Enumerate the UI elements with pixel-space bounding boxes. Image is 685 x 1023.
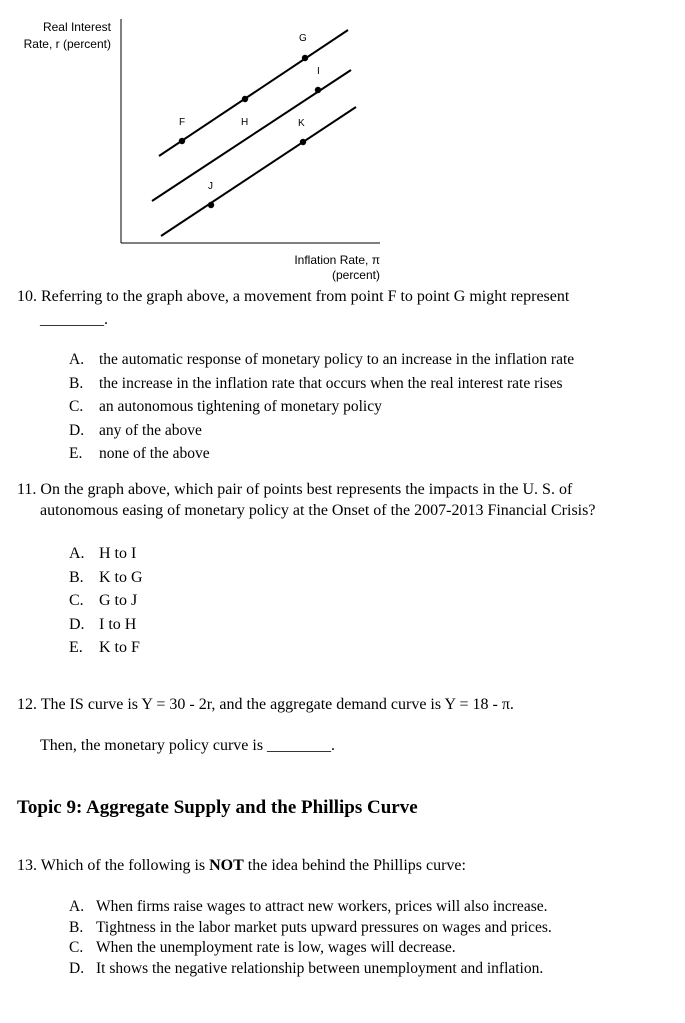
q13-option [69,938,552,959]
option-letter: E. [69,639,83,656]
y-axis-label-line1: Real Interest [42,20,111,34]
point-F-label: F [179,117,186,128]
q13-stem-prefix: 13. Which of the following is [17,857,210,874]
option-text: H to I [99,545,137,562]
point-I-label: I [317,66,320,77]
option-letter: A. [69,898,85,915]
option-letter: A. [69,351,85,368]
mp-curve-lower [161,107,356,236]
option-text: K to F [99,639,140,656]
point-K-label: K [298,118,305,129]
q10-option [69,348,574,372]
q11-option [69,566,143,590]
topic-9-heading: Topic 9: Aggregate Supply and the Phillips Curve [17,797,418,818]
option-letter: B. [69,374,84,392]
q11-option [69,613,143,637]
option-text: It shows the negative relationship between unemployment and inflation. [96,959,544,977]
option-text: When the unemployment rate is low, wages will decrease. [96,939,456,956]
q12-line2: Then, the monetary policy curve is ________. [40,737,336,754]
q10-option [69,372,574,396]
point-F-dot [179,138,185,144]
q11-option [69,636,143,660]
option-letter: D. [69,959,85,977]
x-axis-label [294,253,380,283]
option-text: When firms raise wages to attract new workers, prices will also increase. [96,898,548,915]
q10-options [69,348,574,466]
q11-options [69,542,143,660]
q11-stem-line2: autonomous easing of monetary policy at the Onset of the 2007-2013 Financial Crisis? [40,502,596,519]
mp-curve-upper [159,30,348,156]
point-J-dot [208,202,214,208]
q13-option [69,897,552,918]
option-letter: C. [69,398,84,415]
q10-option [69,442,574,466]
option-letter: D. [69,615,85,633]
point-G-dot [302,55,308,61]
option-letter: C. [69,939,84,956]
point-I-dot [315,87,321,93]
option-letter: D. [69,421,85,439]
q10-stem: 10. Referring to the graph above, a movement from point F to point G might represent [17,288,570,305]
option-letter: A. [69,545,85,562]
q13-stem-bold: NOT [209,857,244,874]
x-axis-label-line2: (percent) [331,268,380,282]
q13-option [69,918,552,939]
option-text: Tightness in the labor market puts upward pressures on wages and prices. [96,918,552,936]
q10-blank: ________. [40,311,108,328]
option-text: the increase in the inflation rate that occurs when the real interest rate rises [99,374,563,392]
option-text: an autonomous tightening of monetary policy [99,398,382,415]
point-J-label: J [208,181,213,192]
q11-option [69,542,143,566]
option-letter: B. [69,918,84,936]
option-letter: E. [69,445,83,462]
y-axis-label-line2: Rate, r (percent) [23,37,111,51]
option-text: any of the above [99,421,202,439]
y-axis-label [24,19,111,53]
option-letter: C. [69,592,84,609]
q13-option [69,959,552,980]
x-axis-label-line1: Inflation Rate, π [294,253,380,267]
option-text: I to H [99,615,137,633]
option-text: G to J [99,592,138,609]
option-text: K to G [99,568,143,586]
point-H-label: H [241,117,249,128]
q13-options [69,897,552,979]
q13-stem [17,855,466,876]
point-H-dot [242,96,248,102]
point-K-dot [300,139,306,145]
option-letter: B. [69,568,84,586]
q11-stem-line1: 11. On the graph above, which pair of points best represents the impacts in the U. S. of [17,481,573,498]
q13-stem-suffix: the idea behind the Phillips curve: [243,857,466,874]
q10-option [69,395,574,419]
option-text: the automatic response of monetary policy to an increase in the inflation rate [99,351,575,368]
q12-stem: 12. The IS curve is Y = 30 - 2r, and the aggregate demand curve is Y = 18 - π. [17,696,514,713]
option-text: none of the above [99,445,210,462]
q10-option [69,419,574,443]
q11-option [69,589,143,613]
point-G-label: G [299,33,307,44]
